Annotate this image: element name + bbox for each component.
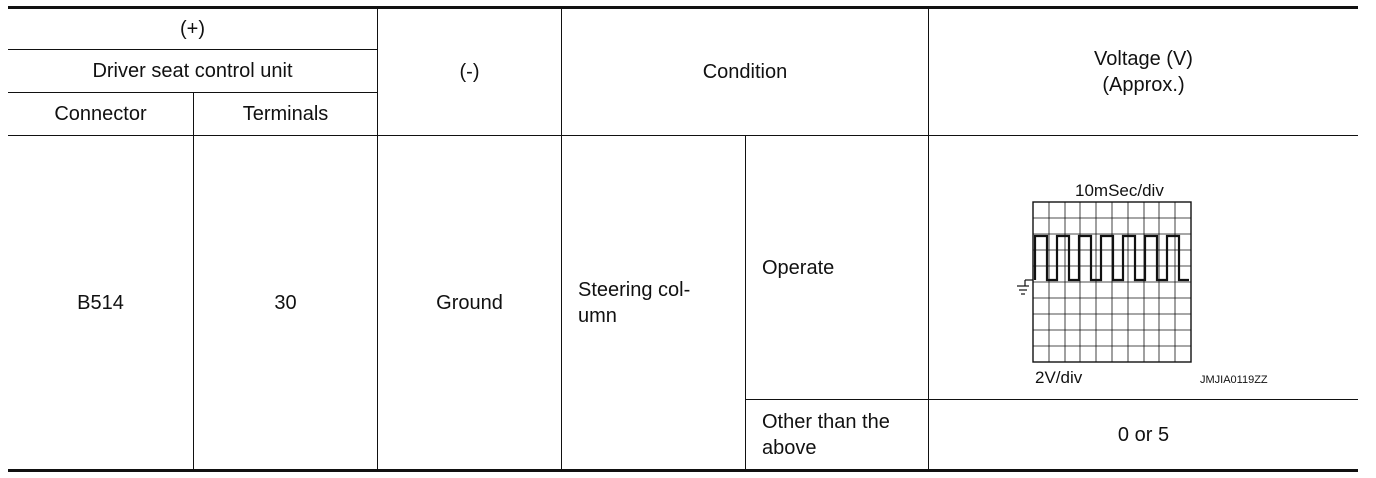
cell-steering-line2: umn — [578, 304, 617, 327]
cell-other-value: 0 or 5 — [1117, 423, 1170, 446]
cell-steering-column — [562, 136, 745, 469]
cell-terminal: 30 — [274, 291, 297, 314]
header-voltage — [929, 8, 1358, 135]
cell-other-line2: above — [762, 436, 817, 459]
header-minus: (-) — [459, 60, 480, 83]
header-terminals: Terminals — [242, 103, 329, 125]
cell-ground: Ground — [436, 291, 503, 314]
header-connector: Connector — [54, 103, 147, 125]
cell-steering-line1: Steering col- — [578, 278, 691, 301]
time-div-label: 10mSec/div — [1075, 181, 1164, 200]
cell-other-line1: Other than the — [762, 410, 890, 433]
square-wave-trace — [1035, 236, 1189, 280]
header-plus: (+) — [180, 17, 205, 40]
oscilloscope-waveform-figure — [1008, 176, 1298, 391]
cell-other-than-above — [746, 400, 928, 469]
cell-operate: Operate — [762, 256, 835, 279]
ground-symbol-icon — [1017, 280, 1033, 294]
table-bottom-rule — [8, 469, 1358, 472]
header-voltage-line1: Voltage (V) — [1094, 47, 1193, 70]
header-condition: Condition — [702, 60, 788, 83]
figure-id-label: JMJIA0119ZZ — [1200, 374, 1268, 386]
cell-connector: B514 — [77, 291, 124, 314]
volt-div-label: 2V/div — [1035, 368, 1083, 387]
header-unit: Driver seat control unit — [92, 60, 293, 82]
scope-grid — [1033, 202, 1191, 362]
header-voltage-line2: (Approx.) — [1102, 73, 1185, 96]
